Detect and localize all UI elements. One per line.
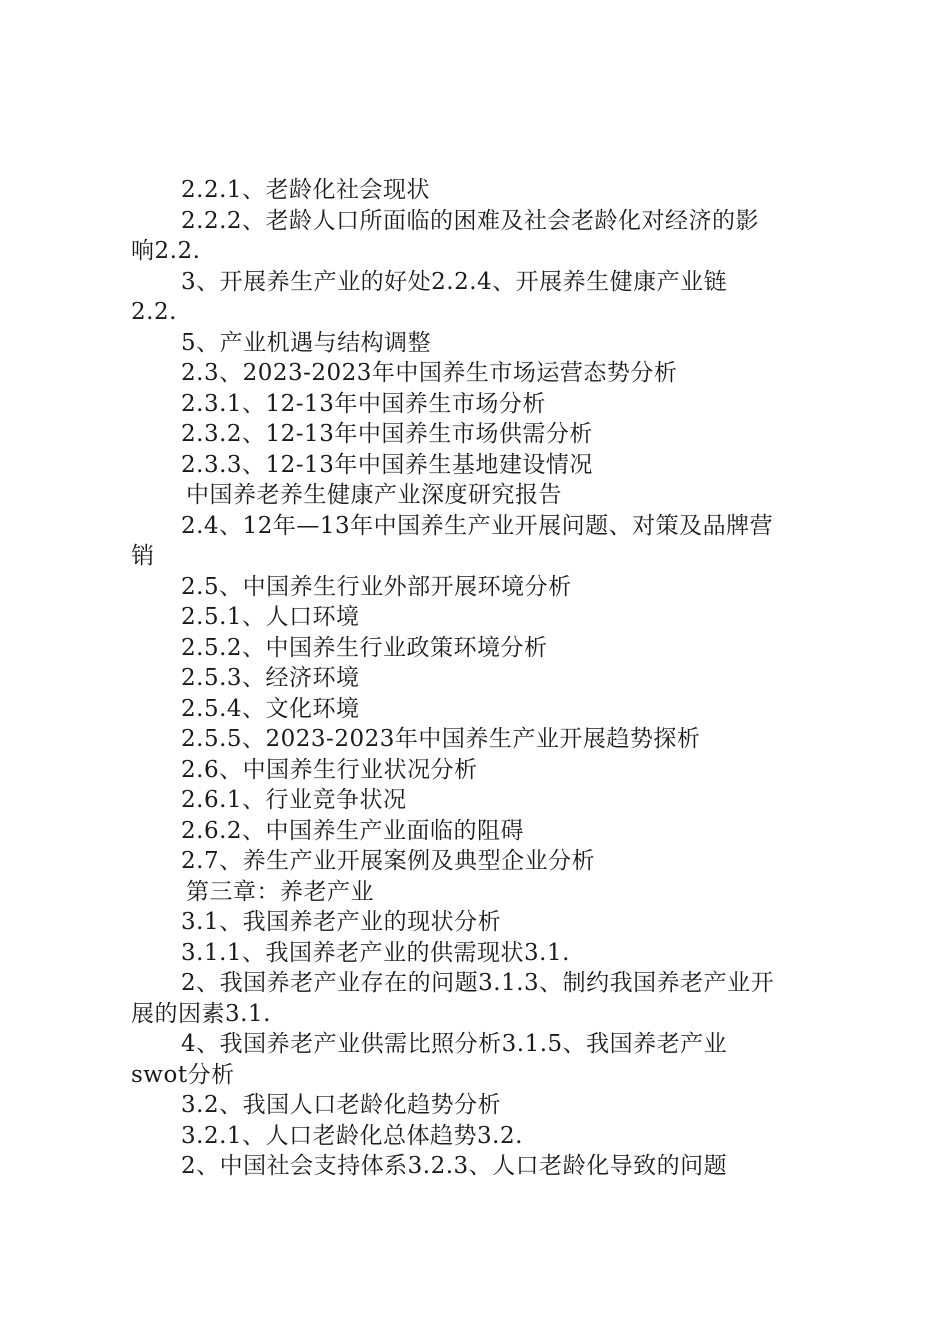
toc-line: 2.6.2、中国养生产业面临的阻碍 [181, 818, 525, 844]
toc-line: 2.4、12年—13年中国养生产业开展问题、对策及品牌营 [181, 513, 774, 539]
toc-line: 2.5.3、经济环境 [181, 665, 360, 691]
toc-line: 2.2.1、老龄化社会现状 [181, 177, 431, 203]
toc-line: 2.5.4、文化环境 [181, 696, 360, 722]
toc-line: 2.5.1、人口环境 [181, 604, 360, 630]
toc-line: 2.2.2、老龄人口所面临的困难及社会老龄化对经济的影 [181, 208, 760, 234]
toc-line-wrap: 销 [131, 543, 155, 569]
toc-line: 2.3.1、12-13年中国养生市场分析 [181, 391, 546, 417]
toc-line-wrap: 展的因素3.1. [131, 1001, 271, 1027]
toc-line-wrap: swot分析 [131, 1062, 235, 1088]
toc-line: 2.6.1、行业竞争状况 [181, 787, 407, 813]
toc-line: 2.7、养生产业开展案例及典型企业分析 [181, 848, 596, 874]
toc-line: 5、产业机遇与结构调整 [181, 330, 432, 356]
toc-line: 4、我国养老产业供需比照分析3.1.5、我国养老产业 [181, 1031, 728, 1057]
report-title: 中国养老养生健康产业深度研究报告 [186, 482, 562, 508]
toc-line: 2.5.5、2023-2023年中国养生产业开展趋势探析 [181, 726, 701, 752]
toc-line: 3.2.1、人口老龄化总体趋势3.2. [181, 1123, 523, 1149]
toc-line: 3.1.1、我国养老产业的供需现状3.1. [181, 940, 570, 966]
toc-line-wrap: 响2.2. [131, 238, 201, 264]
chapter-heading: 第三章：养老产业 [186, 879, 374, 905]
toc-line: 2.3、2023-2023年中国养生市场运营态势分析 [181, 360, 678, 386]
toc-line: 2、我国养老产业存在的问题3.1.3、制约我国养老产业开 [181, 970, 775, 996]
toc-line: 2.5.2、中国养生行业政策环境分析 [181, 635, 548, 661]
toc-line: 2.3.2、12-13年中国养生市场供需分析 [181, 421, 593, 447]
toc-line: 2.5、中国养生行业外部开展环境分析 [181, 574, 572, 600]
toc-line: 2、中国社会支持体系3.2.3、人口老龄化导致的问题 [181, 1153, 728, 1179]
toc-line: 3、开展养生产业的好处2.2.4、开展养生健康产业链 [181, 269, 728, 295]
toc-line-wrap: 2.2. [131, 299, 177, 325]
toc-line: 2.6、中国养生行业状况分析 [181, 757, 478, 783]
toc-line: 3.2、我国人口老龄化趋势分析 [181, 1092, 502, 1118]
toc-line: 2.3.3、12-13年中国养生基地建设情况 [181, 452, 593, 478]
toc-line: 3.1、我国养老产业的现状分析 [181, 909, 502, 935]
